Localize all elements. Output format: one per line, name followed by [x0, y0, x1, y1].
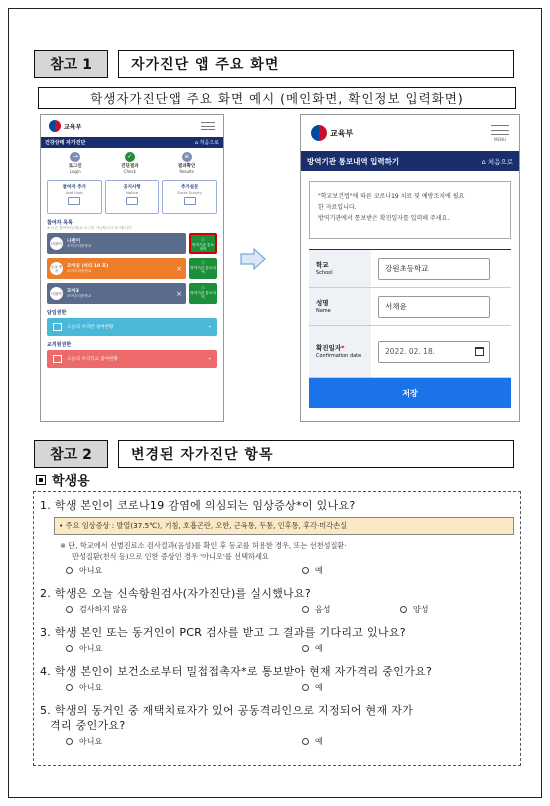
add-user-sub: Add User [65, 190, 83, 195]
option-label: 예 [315, 683, 323, 692]
remark-line: ※ 단, 학교에서 선별진료소 검사결과(음성)를 확인 후 등교를 허용한 경우, 또는 선천성질환· [60, 541, 347, 550]
arrow-right-icon: → [207, 324, 211, 330]
date-label-text [316, 344, 371, 352]
participant-card[interactable] [47, 233, 186, 254]
question-5 [40, 703, 514, 733]
participant-name: 모아등 (마타 10 포) [67, 264, 109, 269]
notification-record-button[interactable]: ⓘ 방역기관 통보내역 [189, 258, 217, 279]
date-label [309, 326, 371, 377]
participant-name: 모아3 [67, 289, 79, 294]
confirm-title-bar [301, 151, 519, 171]
option-yes[interactable] [302, 736, 323, 747]
option-not-tested[interactable] [66, 604, 302, 615]
radio-icon [302, 606, 309, 613]
question-5-line: 격리 중인가요? [50, 719, 126, 732]
question-5-line: 5. 학생의 동거인 중 재택치료자가 있어 공동격리인으로 지정되어 현재 자가 [40, 704, 414, 717]
school-input[interactable]: 강원초등학교 [378, 258, 490, 280]
extra-survey-tile[interactable] [162, 180, 217, 214]
participant-name-block [67, 288, 91, 299]
participant-row [41, 231, 223, 256]
option-label: 예 [315, 566, 323, 575]
option-label: 예 [315, 644, 323, 653]
taegeuk-icon [49, 120, 61, 132]
participant-name-block [67, 238, 91, 249]
calendar-icon [53, 355, 62, 363]
main-header [41, 115, 223, 137]
school-label-text: 학교 [316, 260, 329, 269]
participant-status-avatar: 미참여 [50, 237, 63, 250]
add-user-label: 참여자 추가 [62, 185, 86, 190]
class-participation-label: 오늘의 우리반 참여현황 [67, 325, 114, 330]
participant-row [41, 281, 223, 306]
participant-status-avatar: 미참여 [50, 287, 63, 300]
notice-sub: Notice [125, 190, 139, 195]
remark-line: 만성질환(천식 등)으로 인한 증상인 경우 '아니오'를 선택하세요 [72, 552, 269, 561]
home-link-label: 처음으로 [487, 157, 513, 166]
name-field-row [309, 288, 511, 326]
reference-1-title: 자가진단 앱 주요 화면 [118, 50, 514, 78]
save-button[interactable]: 저장 [309, 378, 511, 408]
arrow-right-icon: → [207, 356, 211, 362]
reference-2-tag: 참고 2 [34, 440, 108, 468]
screens-caption: 학생자가진단앱 주요 화면 예시 (메인화면, 확인정보 입력화면) [38, 87, 516, 109]
option-yes[interactable] [302, 682, 323, 693]
name-label-sub: Name [316, 307, 331, 314]
participant-card[interactable] [47, 283, 186, 304]
notification-record-label: 방역기관 통보내역 [190, 265, 216, 274]
question-2-options [66, 604, 514, 615]
school-participation-content [53, 355, 118, 363]
notification-record-button[interactable]: ⓘ 방역기관 통보내역 [189, 283, 217, 304]
remove-icon[interactable]: × [176, 264, 182, 273]
option-positive[interactable] [400, 604, 428, 615]
extra-survey-label: 추가설문 [180, 185, 199, 190]
confirm-form [309, 249, 511, 378]
radio-icon [302, 645, 309, 652]
login-sub: Login [69, 169, 81, 174]
symptoms-note: • 주요 임상증상 : 발열(37.5℃), 기침, 호흡곤란, 오한, 근육통, 두통, 인후통, 후각·미각손실 [54, 517, 514, 535]
add-user-tile[interactable] [47, 180, 102, 214]
radio-icon [302, 567, 309, 574]
notice-box [309, 181, 511, 239]
results-button[interactable] [178, 152, 195, 174]
radio-icon [302, 738, 309, 745]
option-yes[interactable] [302, 565, 323, 576]
question-4-options [66, 682, 514, 693]
option-label: 아니요 [79, 683, 103, 692]
school-participation-label: 오늘의 우리학교 참여현황 [67, 357, 118, 362]
survey-icon [184, 197, 196, 205]
class-participation-button[interactable] [47, 318, 217, 336]
ministry-logo [49, 120, 81, 132]
question-4: 4. 학생 본인이 보건소로부터 밀접접촉자*로 통보받아 현재 자가격리 중인가요? [40, 665, 433, 678]
participant-status-avatar: 등교 중지 [50, 262, 63, 275]
option-label: 예 [315, 737, 323, 746]
check-label: 진단결과 [121, 164, 139, 169]
option-no[interactable] [66, 736, 302, 747]
reference-2-title: 변경된 자가진단 항목 [118, 440, 514, 468]
question-2: 2. 학생은 오늘 신속항원검사(자가진단)를 실시했나요? [40, 587, 312, 600]
option-no[interactable] [66, 565, 302, 576]
date-field-row [309, 326, 511, 378]
option-no[interactable] [66, 643, 302, 654]
reference-2-header [34, 440, 514, 468]
date-label-sub: Confirmation date [316, 352, 362, 359]
question-5-options [66, 736, 514, 747]
radio-icon [66, 567, 73, 574]
home-link[interactable]: ⌂ 처음으로 [481, 157, 513, 166]
login-icon: → [70, 152, 80, 162]
participant-school: 모아우리중학교 [67, 294, 92, 298]
questions-box [33, 491, 521, 766]
notice-line: 한 자료입니다. [318, 204, 357, 211]
megaphone-icon [126, 197, 138, 205]
notification-record-label: 방역기관 통보내역 [190, 290, 216, 299]
radio-icon [66, 606, 73, 613]
ministry-logo [311, 125, 353, 141]
notification-record-button[interactable]: ⓘ 방역기관 통보내역 [189, 233, 217, 254]
taegeuk-icon [311, 125, 327, 141]
home-link-label: 처음으로 [199, 140, 219, 146]
confirm-title: 방역기관 통보내역 입력하기 [307, 156, 400, 166]
option-negative[interactable] [302, 604, 400, 615]
confirm-header [301, 115, 519, 151]
option-label: 아니요 [79, 737, 103, 746]
brand-text: 교육부 [64, 123, 82, 131]
participant-name: 나편이 [67, 239, 81, 244]
student-section-heading [36, 470, 90, 489]
check-sub: Check [123, 169, 136, 174]
participants-sub: ※ 다른 참여자(단체)로 로그인 가능합니다 표시합니다 [47, 226, 132, 230]
quick-icons [41, 148, 223, 178]
results-icon: ≡ [182, 152, 192, 162]
participant-school: 모이우리중학교 [67, 244, 92, 248]
notice-tile[interactable] [105, 180, 160, 214]
option-label: 아니요 [79, 566, 103, 575]
radio-icon [302, 684, 309, 691]
function-tiles [41, 178, 223, 216]
school-field-row [309, 250, 511, 288]
student-heading-text: 학생용 [52, 474, 90, 489]
add-user-icon [68, 197, 80, 205]
hamburger-menu-icon[interactable] [201, 122, 215, 130]
date-label-main: 확진일자 [316, 343, 342, 352]
participant-school: 모아우리중학교 [67, 269, 92, 273]
staff-title: 교직원권한 [47, 342, 72, 348]
notification-record-label: 방역기관 통보내역 [192, 242, 214, 251]
required-marker: * [341, 343, 345, 352]
hamburger-menu-icon [491, 125, 509, 135]
radio-icon [66, 684, 73, 691]
check-button[interactable] [121, 152, 138, 174]
login-label: 로그인 [68, 164, 82, 169]
extra-survey-sub: Extra Survey [177, 190, 202, 195]
brand-text: 교육부 [330, 128, 354, 138]
homeroom-title: 담임권한 [47, 310, 67, 316]
main-title: 건강상태 자가진단 [45, 140, 86, 146]
question-1-remark [60, 540, 514, 562]
radio-icon [400, 606, 407, 613]
name-label [309, 288, 371, 325]
school-label-sub: School [316, 269, 333, 276]
school-label [309, 250, 371, 287]
question-3-options [66, 643, 514, 654]
name-input[interactable]: 서채윤 [378, 296, 490, 318]
question-3: 3. 학생 본인 또는 동거인이 PCR 검사를 받고 그 결과를 기다리고 있나요? [40, 626, 406, 639]
calendar-icon[interactable] [475, 347, 484, 356]
confirmation-date-input[interactable] [378, 341, 490, 363]
confirm-screen-mockup [300, 114, 520, 422]
date-value: 2022. 02. 18. [385, 347, 436, 356]
radio-icon [66, 645, 73, 652]
participant-row [41, 256, 223, 281]
question-1-options [66, 565, 514, 576]
question-1: 1. 학생 본인이 코로나19 감염에 의심되는 임상증상*이 있나요? [40, 499, 356, 512]
participants-title: 참여자 목록 [47, 220, 73, 226]
school-participation-button[interactable] [47, 350, 217, 368]
arrow-right-icon [240, 248, 266, 270]
main-title-bar [41, 137, 223, 148]
menu-button[interactable] [491, 125, 509, 142]
remove-icon[interactable]: × [176, 289, 182, 298]
bullet-square-icon [36, 475, 46, 485]
option-label: 아니요 [79, 644, 103, 653]
option-label: 음성 [315, 605, 331, 614]
reference-1-tag: 참고 1 [34, 50, 108, 78]
name-label-text: 성명 [316, 298, 329, 307]
radio-icon [66, 738, 73, 745]
calendar-icon [53, 323, 62, 331]
menu-label: MENU [494, 136, 506, 142]
results-label: 결과확인 [177, 164, 196, 169]
option-no[interactable] [66, 682, 302, 693]
class-participation-content [53, 323, 113, 331]
login-button[interactable] [69, 152, 82, 174]
option-label: 검사하지 않음 [79, 605, 128, 614]
notice-line: "학교보건법"에 따른 코로나19 치료 및 예방조치에 필요 [318, 193, 465, 200]
reference-1-header [34, 50, 514, 78]
notice-line: 방역기관에서 통보받은 확진일자를 입력해 주세요. [318, 215, 450, 222]
notice-label: 공지사항 [123, 185, 141, 190]
participant-name-block [67, 263, 108, 274]
main-screen-mockup [40, 114, 224, 422]
option-label: 양성 [413, 605, 429, 614]
participant-card[interactable] [47, 258, 186, 279]
check-icon: ✓ [125, 152, 135, 162]
home-link[interactable]: ⌂ 처음으로 [194, 140, 219, 146]
results-sub: Results [179, 169, 194, 174]
option-yes[interactable] [302, 643, 323, 654]
